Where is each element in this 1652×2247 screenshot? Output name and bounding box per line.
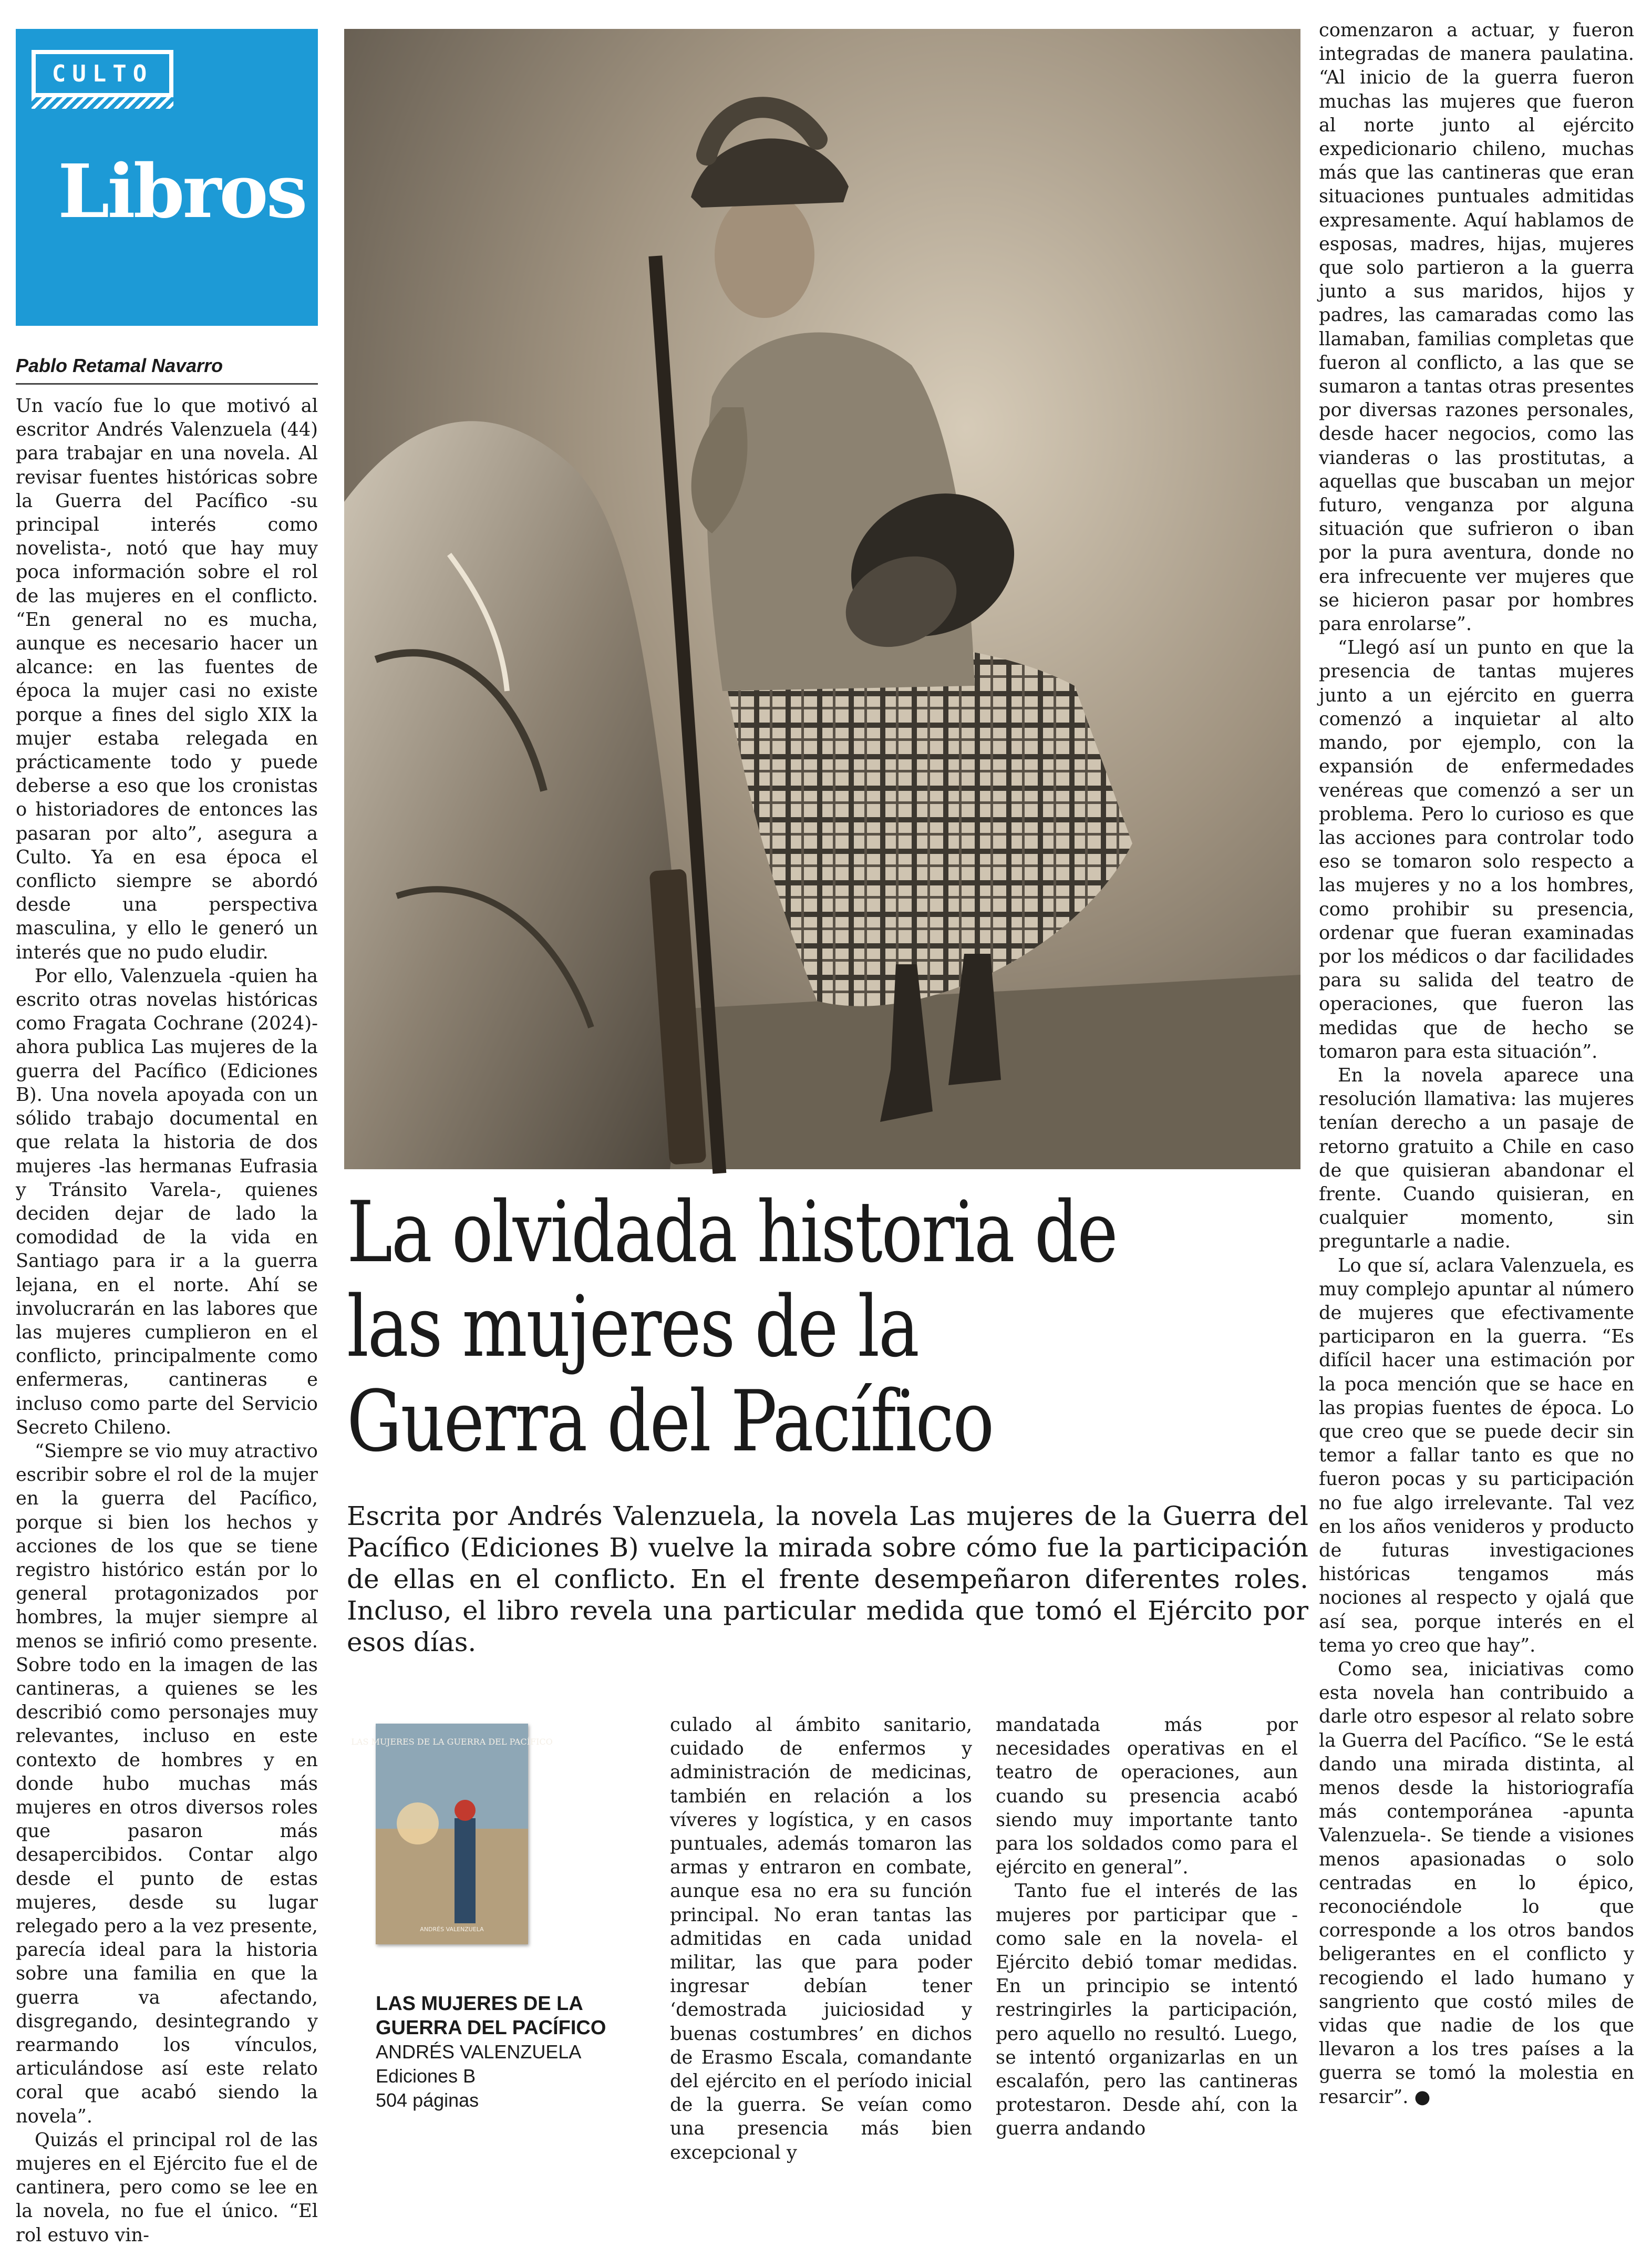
culto-logo-stripes <box>32 97 173 109</box>
article-deck: Escrita por Andrés Valenzuela, la novela Las mujeres de la Guerra del Pacífico (Ediciones B) vuelve la mirada sobre cómo fue la participación de ellas en el conflicto. En el frente desempeñaron diferentes roles. Incluso, el libro revela una particular medida que tomó el Ejército por esos días. <box>347 1501 1308 1657</box>
book-cover-image <box>351 1724 553 1944</box>
paragraph: Por ello, Valenzuela -quien ha escrito otras novelas históricas como Fragata Cochrane (2024)- ahora publica Las mujeres de la guerra del Pacífico (Ediciones B). Una novela apoyada con un sólido trabajo documental en que relata la historia de dos mujeres -las hermanas Eufrasia y Tránsito Varela-, quienes deciden dejar de lado la comodidad de la vida en Santiago para ir a la guerra lejana, en el norte. Ahí se involucrarán en las labores que las mujeres cumplieron en el conflicto, principalmente como enfermeras, cantineras e incluso como parte del Servicio Secreto Chileno. <box>16 965 318 1438</box>
book-title: GUERRA DEL PACÍFICO <box>376 2017 606 2039</box>
paragraph: mandatada más por necesidades operativas en el teatro de operaciones, aun cuando su presencia acabó siendo muy importante tanto para los soldados como para el ejército en general”. <box>996 1714 1298 1879</box>
article-headline <box>347 1185 1131 1469</box>
article-column-3 <box>996 1713 1298 2140</box>
paragraph: Como sea, iniciativas como esta novela han contribuido a darle otro espesor al relato sobre la Guerra del Pacífico. “Se le está dando una mirada distinta, al menos desde la historiografía más contemporánea -apunta Valenzuela-. Se tiende a visiones menos apasionadas o solo centradas en lo épico, reconociéndole lo que corresponde a los otros bandos beligerantes en el conflicto y recogiendo el lado humano y sangriento que costó miles de vidas que nadie de los que llevaron a los tres países a la guerra se tomó la molestia en resarcir”. ● <box>1319 1658 1634 2108</box>
book-title: LAS MUJERES DE LA <box>376 1993 583 2015</box>
paragraph: Un vacío fue lo que motivó al escritor Andrés Valenzuela (44) para trabajar en una novela. Al revisar fuentes históricas sobre la Guerra del Pacífico -su principal interés como novelista-, notó que hay muy poca información sobre el rol de las mujeres en el conflicto. “En general no es mucha, aunque es necesario hacer un alcance: en las fuentes de época la mujer casi no existe porque a fines del siglo XIX la mujer estaba relegada en prácticamente todo y puede deberse a eso que los cronistas o historiadores de entonces las pasaran por alto”, asegura a Culto. Ya en esa época el conflicto siempre se abordó desde una perspectiva masculina, y ello le generó un interés que no pudo eludir. <box>16 395 318 963</box>
article-column-1 <box>16 394 318 2246</box>
article-column-2 <box>670 1713 972 2163</box>
paragraph: comenzaron a actuar, y fueron integradas de manera paulatina. “Al inicio de la guerra fueron muchas las mujeres que fueron al norte junto al ejército expedicionario chileno, muchas más que las cantineras que eran situaciones puntuales admitidas expresamente. Aquí hablamos de esposas, madres, hijas, mujeres que solo partieron a la guerra junto a sus maridos, hijos y padres, las camaradas como las llamaban, familias completas que fueron al conflicto, a las que se sumaron a tantas otras presentes por diversas razones personales, desde hacer negocios, como las vianderas o las prostitutas, a aquellas que buscaban un mejor futuro, venganza por alguna situación que sufrieron o iban por la pura aventura, donde no era infrecuente ver mujeres que se hicieron pasar por hombres para enrolarse”. <box>1319 19 1634 635</box>
section-title: Libros <box>58 149 306 235</box>
book-publisher: Ediciones B <box>376 2065 476 2087</box>
paragraph: “Llegó así un punto en que la presencia de tantas mujeres junto a un ejército en guerra comenzó a inquietar al alto mando, por ejemplo, con la expansión de enfermedades venéreas que comenzó a ser un problema. Pero lo curioso es que las acciones para controlar todo eso se tomaron solo respecto a las mujeres y no a los hombres, como prohibir su presencia, ordenar que fueran examinadas por los médicos o dar facilidades para su salida del teatro de operaciones, que fueron las medidas que de hecho se tomaron para esta situación”. <box>1319 637 1634 1063</box>
article-column-right <box>1319 18 1634 2147</box>
cover-author-text: ANDRÉS VALENZUELA <box>420 1926 484 1933</box>
headline-line: Guerra del Pacífico <box>347 1372 993 1470</box>
paragraph: Lo que sí, aclara Valenzuela, es muy complejo apuntar al número de mujeres que efectivamente participaron en la guerra. “Es difícil hacer una estimación por la poca mención que se hace en las propias fuentes de época. Lo que creo que se puede decir sin temor a fallar tanto es que no fueron pocas y su participación no fue algo irrelevante. Tal vez en los años venideros y producto de futuras investigaciones históricas tengamos más nociones al respecto y ojalá que así sea, porque interés en el tema yo creo que hay”. <box>1319 1254 1634 1656</box>
cover-title-text: LAS MUJERES DE LA GUERRA DEL PACÍFICO <box>351 1737 553 1747</box>
headline-line: La olvidada historia de <box>347 1183 1117 1281</box>
paragraph: En la novela aparece una resolución llamativa: las mujeres tenían derecho a un pasaje de retorno gratuito a Chile en caso de que quisieran abandonar el frente. Cuando quisieran, en cualquier momento, sin preguntarle a nadie. <box>1319 1064 1634 1253</box>
paragraph: Tanto fue el interés de las mujeres por participar que -como sale en la novela- el Ejército debió tomar medidas. En un principio se intentó restringirles la participación, pero aquello no resultó. Luego, se intentó organizarlas en un escalafón, pero las cantineras protestaron. Desde ahí, con la guerra andando <box>996 1880 1298 2140</box>
historical-photo-cantinera <box>344 29 1300 1169</box>
culto-logo: CULTO <box>32 50 173 97</box>
author-byline: Pablo Retamal Navarro <box>16 355 318 385</box>
book-author: ANDRÉS VALENZUELA <box>376 2041 582 2063</box>
book-pages: 504 páginas <box>376 2089 479 2111</box>
book-info-box <box>376 1992 659 2112</box>
headline-line: las mujeres de la <box>347 1277 918 1376</box>
paragraph: culado al ámbito sanitario, cuidado de enfermos y administración de medicinas, también en relación a los víveres y logística, y en casos puntuales, además tomaron las armas y entraron en combate, aunque esa no era su función principal. No eran tantas las admitidas en cada unidad militar, las que para poder ingresar debían tener ‘demostrada juiciosidad y buenas costumbres’ en dichos de Erasmo Escala, comandante del ejército en el período inicial de la guerra. Se veían como una presencia más bien excepcional y <box>670 1714 972 2163</box>
paragraph: “Siempre se vio muy atractivo escribir sobre el rol de la mujer en la guerra del Pacífico, porque si bien los hechos y acciones de los que se tiene registro histórico están por lo general protagonizados por hombres, la mujer siempre al menos se infirió como presente. Sobre todo en la imagen de las cantineras, a quienes se les describió como personajes muy relevantes, incluso en este contexto de hombres y en donde hubo muchas más mujeres en otros diversos roles que pasaron más desapercibidos. Contar algo desde el punto de estas mujeres, desde su lugar relegado pero a la vez presente, parecía ideal para la historia sobre una familia en que la guerra va afectando, disgregando, desintegrando y rearmando los vínculos, articulándose así este relato coral que acabó siendo la novela”. <box>16 1440 318 2127</box>
paragraph: Quizás el principal rol de las mujeres en el Ejército fue el de cantinera, pero como se lee en la novela, no fue el único. “El rol estuvo vin- <box>16 2129 318 2246</box>
